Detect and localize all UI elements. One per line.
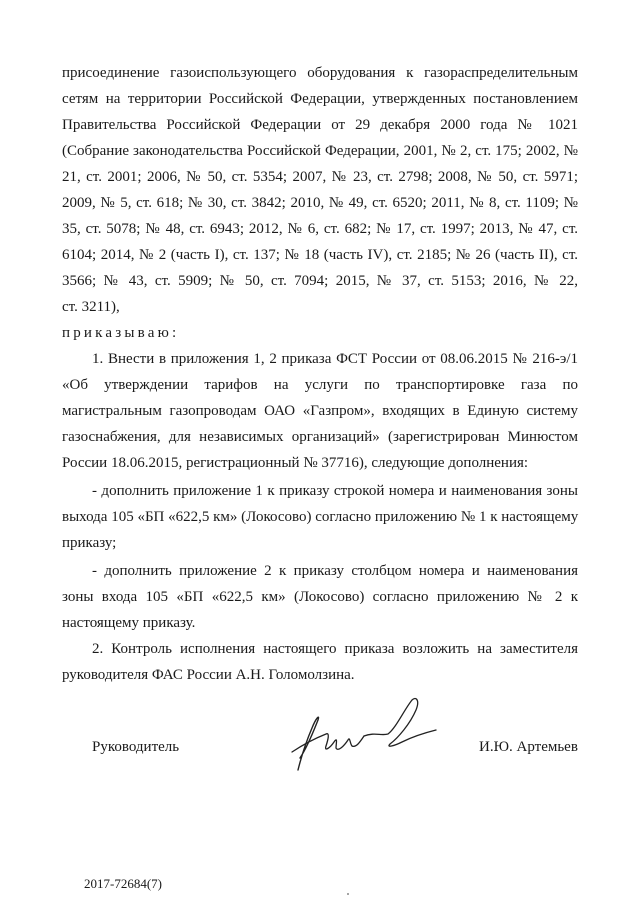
item1-line: газоснабжения, для независимых организаций» (зарегистрирован Минюстом <box>62 429 578 445</box>
paragraph-line: 3566; № 43, ст. 5909; № 50, ст. 7094; 2015, № 37, ст. 5153; 2016, № 22, <box>62 273 578 289</box>
bullet2-line: настоящему приказу. <box>62 615 196 631</box>
paragraph-line: 21, ст. 2001; 2006, № 50, ст. 5354; 2007, № 23, ст. 2798; 2008, № 50, ст. 5971; <box>62 169 578 185</box>
paragraph-line: Правительства Российской Федерации от 29 декабря 2000 года № 1021 <box>62 117 578 133</box>
paragraph-line: 6104; 2014, № 2 (часть I), ст. 137; № 18 (часть IV), ст. 2185; № 26 (часть II), ст. <box>62 247 578 263</box>
paragraph-line: 2009, № 5, ст. 618; № 30, ст. 3842; 2010, № 49, ст. 6520; 2011, № 8, ст. 1109; № <box>62 195 578 211</box>
paragraph-line: ст. 3211), <box>62 299 120 315</box>
bullet2-line: зоны входа 105 «БП «622,5 км» (Локосово) согласно приложению № 2 к <box>62 589 578 605</box>
document-number: 2017-72684(7) <box>84 876 162 891</box>
paragraph-line: присоединение газоиспользующего оборудования к газораспределительным <box>62 65 578 81</box>
item1-line: России 18.06.2015, регистрационный № 37716), следующие дополнения: <box>62 455 529 471</box>
item1-line: «Об утверждении тарифов на услуги по транспортировке газа по <box>62 377 578 393</box>
bullet1-line: - дополнить приложение 1 к приказу строкой номера и наименования зоны <box>92 483 578 499</box>
item2-line: руководителя ФАС России А.Н. Голомолзина. <box>62 667 355 683</box>
signatory-name: И.Ю. Артемьев <box>479 739 578 755</box>
paragraph-line: сетям на территории Российской Федерации, утвержденных постановлением <box>62 91 578 107</box>
paragraph-line: 35, ст. 5078; № 48, ст. 6943; 2012, № 6, ст. 682; № 17, ст. 1997; 2013, № 47, ст. <box>62 221 578 237</box>
item1-line: 1. Внести в приложения 1, 2 приказа ФСТ России от 08.06.2015 № 216-э/1 <box>92 351 578 367</box>
bullet2-line: - дополнить приложение 2 к приказу столбцом номера и наименования <box>92 563 578 579</box>
bullet1-line: выхода 105 «БП «622,5 км» (Локосово) согласно приложению № 1 к настоящему <box>62 509 579 525</box>
order-word: приказываю: <box>62 325 180 341</box>
item1-line: магистральным газопроводам ОАО «Газпром», входящих в Единую систему <box>62 403 578 419</box>
paragraph-line: (Собрание законодательства Российской Федерации, 2001, № 2, ст. 175; 2002, № <box>62 143 578 159</box>
item2-line: 2. Контроль исполнения настоящего приказа возложить на заместителя <box>92 641 578 657</box>
scan-speck <box>347 893 349 895</box>
handwritten-signature <box>278 688 448 778</box>
signatory-title: Руководитель <box>92 739 180 755</box>
bullet1-line: приказу; <box>62 535 117 551</box>
